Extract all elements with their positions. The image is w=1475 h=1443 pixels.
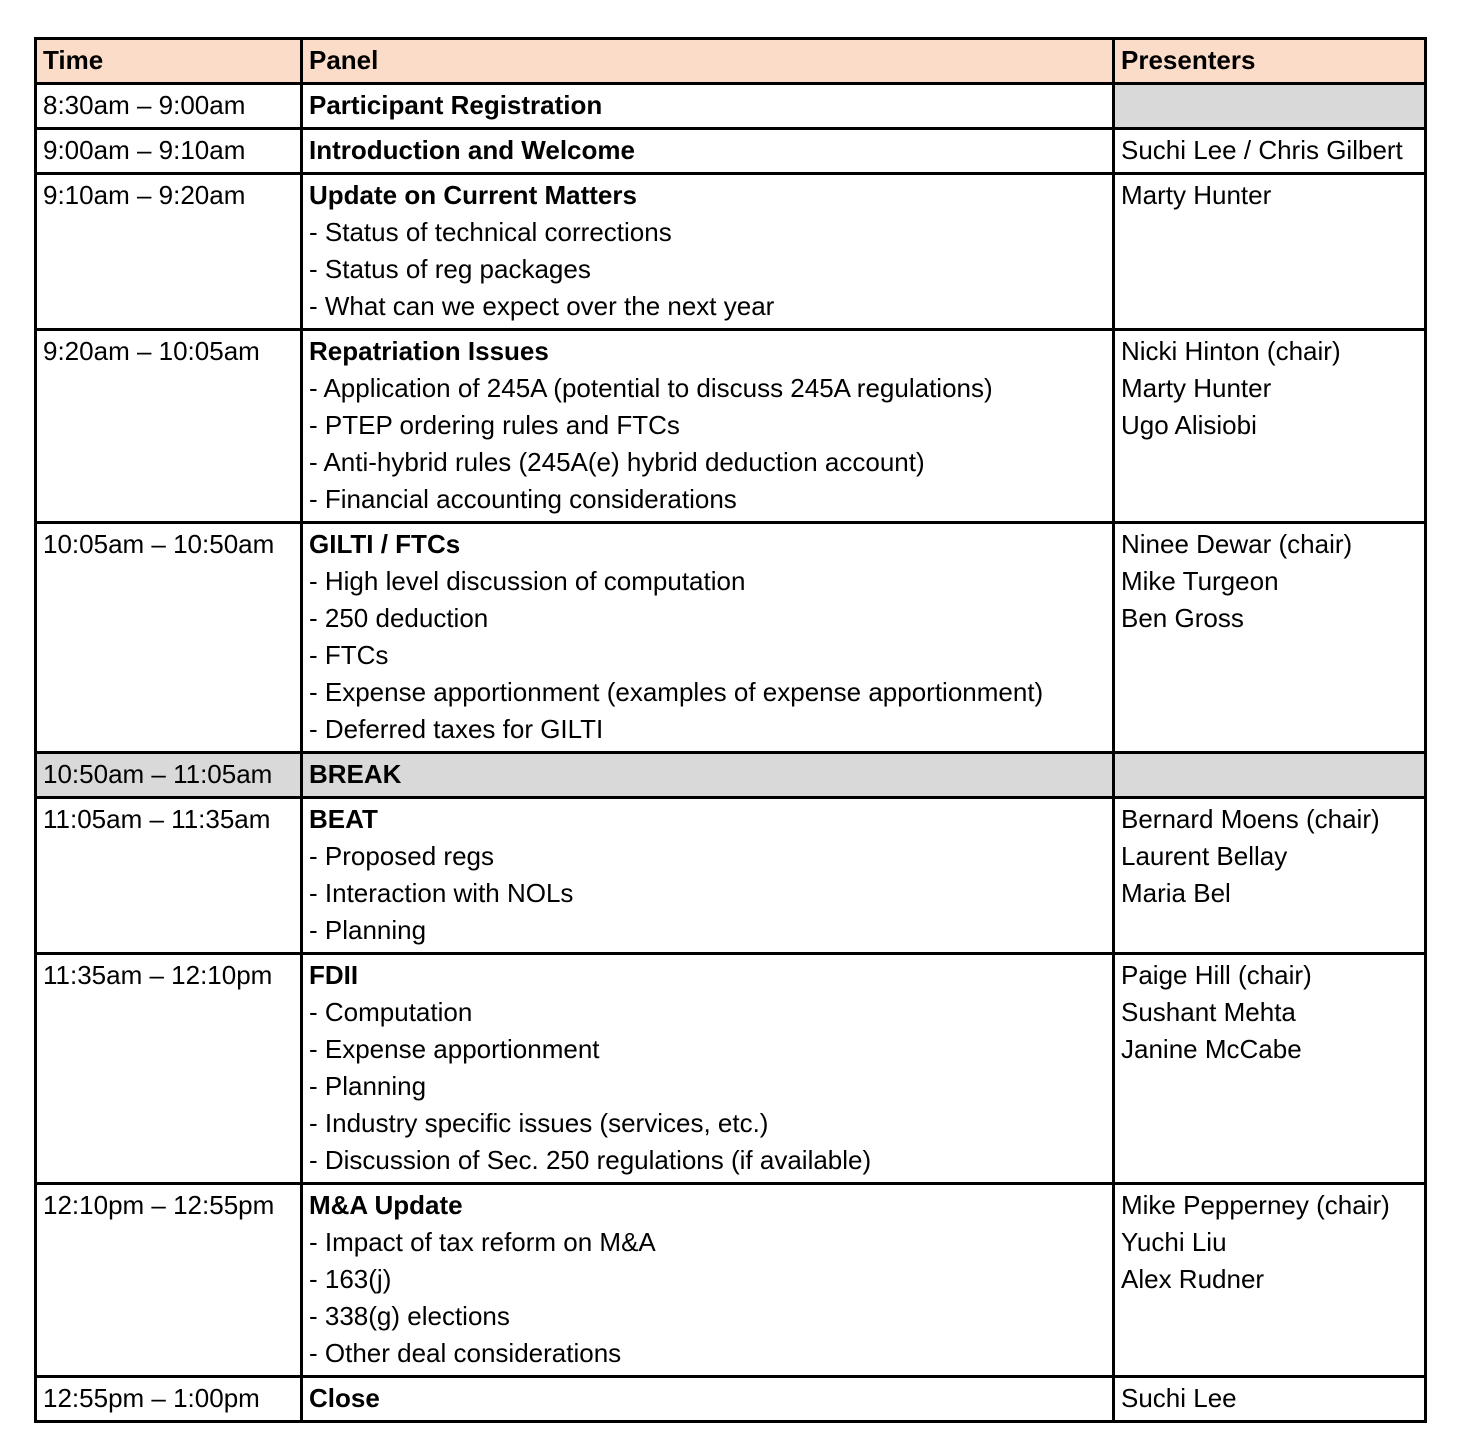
panel-topic: - Status of reg packages [309,254,591,284]
table-row [36,954,1426,1184]
presenter-name: Ninee Dewar (chair) [1121,529,1353,559]
table-row [36,174,1426,330]
time-cell: 8:30am – 9:00am [36,84,302,129]
panel-cell [302,523,1114,753]
presenter-name: Nicki Hinton (chair) [1121,336,1341,366]
panel-topic: - 163(j) [309,1264,392,1294]
time-cell: 10:50am – 11:05am [36,753,302,798]
time-cell: 9:10am – 9:20am [36,174,302,330]
panel-topic: - Anti-hybrid rules (245A(e) hybrid deduction account) [309,447,925,477]
panel-cell [302,129,1114,174]
panel-cell [302,330,1114,523]
header-time: Time [36,39,302,84]
panel-topic: - PTEP ordering rules and FTCs [309,410,680,440]
time-cell: 11:05am – 11:35am [36,798,302,954]
panel-topic: - Proposed regs [309,841,494,871]
presenters-cell [1114,954,1426,1184]
panel-cell [302,1184,1114,1377]
time-cell: 9:00am – 9:10am [36,129,302,174]
panel-title: Repatriation Issues [309,336,549,366]
presenter-name: Ugo Alisiobi [1121,410,1257,440]
time-cell: 12:55pm – 1:00pm [36,1377,302,1422]
panel-cell [302,798,1114,954]
presenter-name: Ben Gross [1121,603,1244,633]
table-row [36,1184,1426,1377]
presenter-name: Yuchi Liu [1121,1227,1227,1257]
time-cell: 10:05am – 10:50am [36,523,302,753]
presenter-name: Janine McCabe [1121,1034,1302,1064]
panel-topic: - Other deal considerations [309,1338,622,1368]
presenter-name: Mike Pepperney (chair) [1121,1190,1390,1220]
panel-cell [302,84,1114,129]
panel-topic: - High level discussion of computation [309,566,746,596]
presenters-cell [1114,330,1426,523]
panel-topic: - Application of 245A (potential to discuss 245A regulations) [309,373,993,403]
presenters-cell [1114,753,1426,798]
presenter-name: Mike Turgeon [1121,566,1279,596]
panel-topic: - Expense apportionment (examples of expense apportionment) [309,677,1044,707]
panel-cell [302,954,1114,1184]
presenter-name: Sushant Mehta [1121,997,1296,1027]
time-cell: 11:35am – 12:10pm [36,954,302,1184]
panel-topic: - What can we expect over the next year [309,291,775,321]
presenter-name: Laurent Bellay [1121,841,1288,871]
panel-title: M&A Update [309,1190,463,1220]
table-row [36,330,1426,523]
panel-title: Introduction and Welcome [309,135,635,165]
panel-title: FDII [309,960,359,990]
panel-topic: - Industry specific issues (services, etc.) [309,1108,769,1138]
panel-title: GILTI / FTCs [309,529,461,559]
panel-cell [302,753,1114,798]
panel-title: Close [309,1383,380,1413]
panel-topic: - Deferred taxes for GILTI [309,714,604,744]
table-row [36,798,1426,954]
time-cell: 12:10pm – 12:55pm [36,1184,302,1377]
presenters-cell [1114,1377,1426,1422]
panel-title: BREAK [309,759,402,789]
presenters-cell [1114,174,1426,330]
agenda-table [34,37,1427,1423]
presenter-name: Marty Hunter [1121,373,1272,403]
presenter-name: Paige Hill (chair) [1121,960,1312,990]
header-panel: Panel [302,39,1114,84]
presenters-cell [1114,1184,1426,1377]
presenter-name: Bernard Moens (chair) [1121,804,1380,834]
panel-topic: - Discussion of Sec. 250 regulations (if available) [309,1145,872,1175]
panel-topic: - Financial accounting considerations [309,484,737,514]
table-row [36,84,1426,129]
panel-topic: - Planning [309,915,427,945]
presenter-name: Marty Hunter [1121,180,1272,210]
panel-title: BEAT [309,804,378,834]
table-row [36,753,1426,798]
presenters-cell [1114,129,1426,174]
panel-topic: - 250 deduction [309,603,489,633]
panel-title: Participant Registration [309,90,603,120]
presenter-name: Alex Rudner [1121,1264,1265,1294]
panel-title: Update on Current Matters [309,180,637,210]
panel-topic: - Computation [309,997,473,1027]
header-presenters: Presenters [1114,39,1426,84]
panel-topic: - Expense apportionment [309,1034,600,1064]
table-row [36,129,1426,174]
panel-topic: - 338(g) elections [309,1301,510,1331]
panel-topic: - Interaction with NOLs [309,878,574,908]
header-row [36,39,1426,84]
presenters-cell [1114,523,1426,753]
panel-topic: - FTCs [309,640,389,670]
panel-topic: - Impact of tax reform on M&A [309,1227,656,1257]
table-row [36,523,1426,753]
panel-topic: - Status of technical corrections [309,217,672,247]
panel-cell [302,1377,1114,1422]
panel-topic: - Planning [309,1071,427,1101]
agenda-body [36,84,1426,1422]
panel-cell [302,174,1114,330]
time-cell: 9:20am – 10:05am [36,330,302,523]
presenter-name: Suchi Lee / Chris Gilbert [1121,135,1403,165]
presenter-name: Maria Bel [1121,878,1231,908]
presenter-name: Suchi Lee [1121,1383,1237,1413]
presenters-cell [1114,84,1426,129]
presenters-cell [1114,798,1426,954]
table-row [36,1377,1426,1422]
